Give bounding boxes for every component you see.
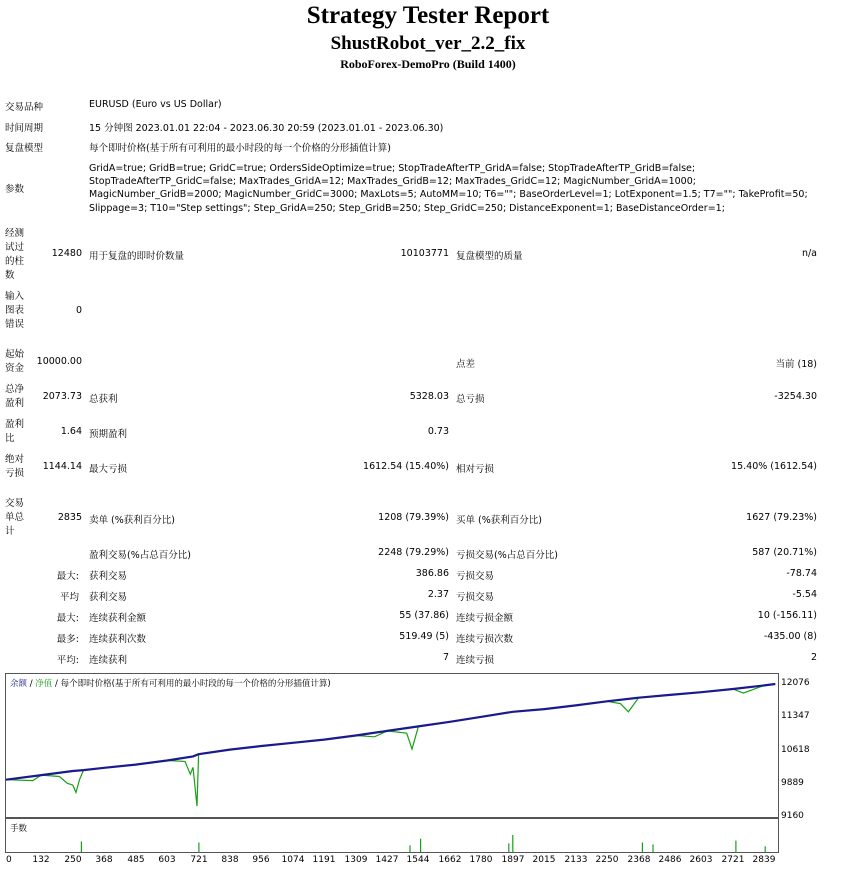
avg-win-value: 2.37 xyxy=(427,589,449,600)
y-tick-label: 12076 xyxy=(781,678,810,688)
pf-value: 1.64 xyxy=(60,426,82,437)
model-label: 复盘模型 xyxy=(5,143,44,154)
largest-win-label: 获利交易 xyxy=(89,571,128,582)
errors-value: 0 xyxy=(75,305,82,316)
x-tick-label: 956 xyxy=(252,855,270,865)
quality-label: 复盘模型的质量 xyxy=(456,251,523,262)
volume-bar xyxy=(735,841,736,852)
period-value: 15 分钟图 2023.01.01 22:04 - 2023.06.30 20:59 (2023.01.01 - 2023.06.30) xyxy=(89,123,444,134)
x-tick-label: 132 xyxy=(32,855,50,865)
most-consec-win-label: 连续获利次数 xyxy=(89,634,147,645)
x-tick-label: 603 xyxy=(158,855,176,865)
x-tick-label: 0 xyxy=(6,855,12,865)
largest-loss-label: 亏损交易 xyxy=(456,571,495,582)
payoff-value: 0.73 xyxy=(427,426,449,437)
short-label: 卖单 (%获利百分比) xyxy=(89,515,175,526)
largest-label: 最大: xyxy=(56,571,79,582)
abs-dd-value: 1144.14 xyxy=(42,461,82,472)
x-tick-label: 1191 xyxy=(312,855,336,865)
x-tick-label: 2839 xyxy=(752,855,776,865)
deposit-label: 起始资金 xyxy=(5,349,25,374)
volume-bar xyxy=(765,846,766,852)
bars-label: 经测试过的柱数 xyxy=(5,228,25,281)
gross-profit-value: 5328.03 xyxy=(409,391,449,402)
avg-consec-loss-label: 连续亏损 xyxy=(456,655,495,666)
avg-consec-win-label: 连续获利 xyxy=(89,655,128,666)
x-tick-label: 368 xyxy=(95,855,113,865)
x-tick-label: 1897 xyxy=(501,855,525,865)
avg2-label: 平均: xyxy=(56,655,79,666)
most-consec-loss-value: -435.00 (8) xyxy=(763,631,817,642)
ticks-label: 用于复盘的即时价数量 xyxy=(89,251,185,262)
trades-label: 交易单总计 xyxy=(5,498,25,537)
trades-value: 2835 xyxy=(57,512,82,523)
max-consec-loss-value: 10 (-156.11) xyxy=(757,610,817,621)
spread-label: 点差 xyxy=(456,359,476,370)
volume-bar xyxy=(81,842,82,853)
volume-bar xyxy=(508,843,509,852)
x-tick-label: 721 xyxy=(190,855,208,865)
volume-bar xyxy=(512,835,513,852)
most-consec-loss-label: 连续亏损次数 xyxy=(456,634,514,645)
x-tick-label: 838 xyxy=(221,855,239,865)
max-consec-win-value: 55 (37.86) xyxy=(399,610,449,621)
chart-legend xyxy=(10,677,331,689)
max-consec-win-label: 连续获利金额 xyxy=(89,613,147,624)
symbol-value: EURUSD (Euro vs US Dollar) xyxy=(89,99,222,110)
avg-consec-win-value: 7 xyxy=(442,652,449,663)
ticks-value: 10103771 xyxy=(400,248,449,259)
max-dd-value: 1612.54 (15.40%) xyxy=(363,461,449,472)
volume-bar xyxy=(409,845,410,852)
abs-dd-label: 绝对亏损 xyxy=(5,454,25,479)
x-tick-label: 485 xyxy=(127,855,145,865)
x-tick-label: 2368 xyxy=(627,855,651,865)
y-tick-label: 9160 xyxy=(781,811,804,821)
x-tick-label: 2015 xyxy=(532,855,556,865)
most-consec-win-value: 519.49 (5) xyxy=(399,631,449,642)
max-consec-loss-label: 连续亏损金额 xyxy=(456,613,514,624)
x-tick-label: 2250 xyxy=(595,855,619,865)
avg-consec-loss-value: 2 xyxy=(810,652,817,663)
legend-model: / 每个即时价格(基于所有可利用的最小时段的每一个价格的分形插值计算) xyxy=(55,679,331,689)
average-label: 平均 xyxy=(59,592,79,603)
largest-loss-value: -78.74 xyxy=(786,568,817,579)
payoff-label: 预期盈利 xyxy=(89,429,128,440)
x-tick-label: 250 xyxy=(64,855,82,865)
balance-chart xyxy=(5,673,779,818)
loss-value: 587 (20.71%) xyxy=(752,547,817,558)
equity-line xyxy=(6,684,775,806)
win-value: 2248 (79.29%) xyxy=(378,547,449,558)
gross-loss-value: -3254.30 xyxy=(774,391,817,402)
loss-label: 亏损交易(%占总百分比) xyxy=(456,550,558,561)
avg-win-label: 获利交易 xyxy=(89,592,128,603)
legend-equity: 净值 xyxy=(35,679,53,689)
x-tick-label: 2721 xyxy=(721,855,745,865)
params-label: 参数 xyxy=(5,184,25,195)
params-value: GridA=true; GridB=true; GridC=true; OrdersSideOptimize=true; StopTradeAfterTP_GridA=false; StopTradeAfterTP_GridB=false; StopTradeAfterTP_GridC=false; MaxTrades_GridA=12; MaxTrades_GridB=12; MaxTrades_GridC=12; MagicNumber_GridA=1000; MagicNumber_GridB=2000; MagicNumber_GridC=3000; MaxLots=5; AutoMM=10; T6=""; BaseOrderLevel=1; LotExponent=1.5; T7=""; TakeProfit=50; Slippage=3; T10="Step settings"; Step_GridA=250; Step_GridB=250; Step_GridC=250; DistanceExponent=1; BaseDistanceOrder=1; xyxy=(89,163,808,214)
long-value: 1627 (79.23%) xyxy=(746,512,817,523)
x-tick-label: 1780 xyxy=(469,855,493,865)
server-build: RoboForex-DemoPro (Build 1400) xyxy=(340,57,516,71)
x-tick-label: 2603 xyxy=(689,855,713,865)
x-tick-label: 1074 xyxy=(281,855,305,865)
legend-separator: / xyxy=(29,679,33,689)
volume-chart-plot xyxy=(6,819,778,852)
volume-bar xyxy=(642,843,643,853)
max-label: 最大: xyxy=(56,613,79,624)
gross-profit-label: 总获利 xyxy=(89,394,118,405)
x-tick-label: 1544 xyxy=(406,855,430,865)
x-tick-label: 1427 xyxy=(375,855,399,865)
net-label: 总净盈利 xyxy=(5,384,25,409)
pf-label: 盈利比 xyxy=(5,419,25,444)
avg-loss-value: -5.54 xyxy=(792,589,817,600)
gross-loss-label: 总亏损 xyxy=(456,394,485,405)
period-label: 时间周期 xyxy=(5,123,44,134)
volume-bar xyxy=(420,839,421,852)
quality-value: n/a xyxy=(801,248,817,259)
x-tick-label: 2486 xyxy=(658,855,682,865)
short-value: 1208 (79.39%) xyxy=(378,512,449,523)
bars-value: 12480 xyxy=(51,248,82,259)
deposit-value: 10000.00 xyxy=(36,356,82,367)
volume-bar xyxy=(198,843,199,853)
spread-value: 当前 (18) xyxy=(775,359,817,370)
balance-chart-plot xyxy=(6,674,778,817)
net-value: 2073.73 xyxy=(42,391,82,402)
y-tick-label: 10618 xyxy=(781,745,810,755)
volume-chart xyxy=(5,818,779,853)
max-dd-label: 最大亏损 xyxy=(89,464,128,475)
x-tick-label: 1309 xyxy=(344,855,368,865)
y-tick-label: 9889 xyxy=(781,778,804,788)
x-tick-label: 2133 xyxy=(564,855,588,865)
expert-name: ShustRobot_ver_2.2_fix xyxy=(330,33,526,54)
y-tick-label: 11347 xyxy=(781,711,810,721)
errors-label: 输入图表错误 xyxy=(5,291,25,330)
most-label: 最多: xyxy=(56,634,79,645)
win-label: 盈利交易(%占总百分比) xyxy=(89,550,191,561)
avg-loss-label: 亏损交易 xyxy=(456,592,495,603)
x-tick-label: 1662 xyxy=(438,855,462,865)
rel-dd-value: 15.40% (1612.54) xyxy=(731,461,817,472)
symbol-label: 交易品种 xyxy=(5,102,44,113)
largest-win-value: 386.86 xyxy=(415,568,449,579)
rel-dd-label: 相对亏损 xyxy=(456,464,495,475)
volume-bar xyxy=(652,844,653,852)
long-label: 买单 (%获利百分比) xyxy=(456,515,542,526)
volume-label: 手数 xyxy=(10,824,28,834)
legend-balance: 余额 xyxy=(10,679,28,689)
model-value: 每个即时价格(基于所有可利用的最小时段的每一个价格的分形插值计算) xyxy=(89,143,391,154)
report-title: Strategy Tester Report xyxy=(306,2,550,29)
